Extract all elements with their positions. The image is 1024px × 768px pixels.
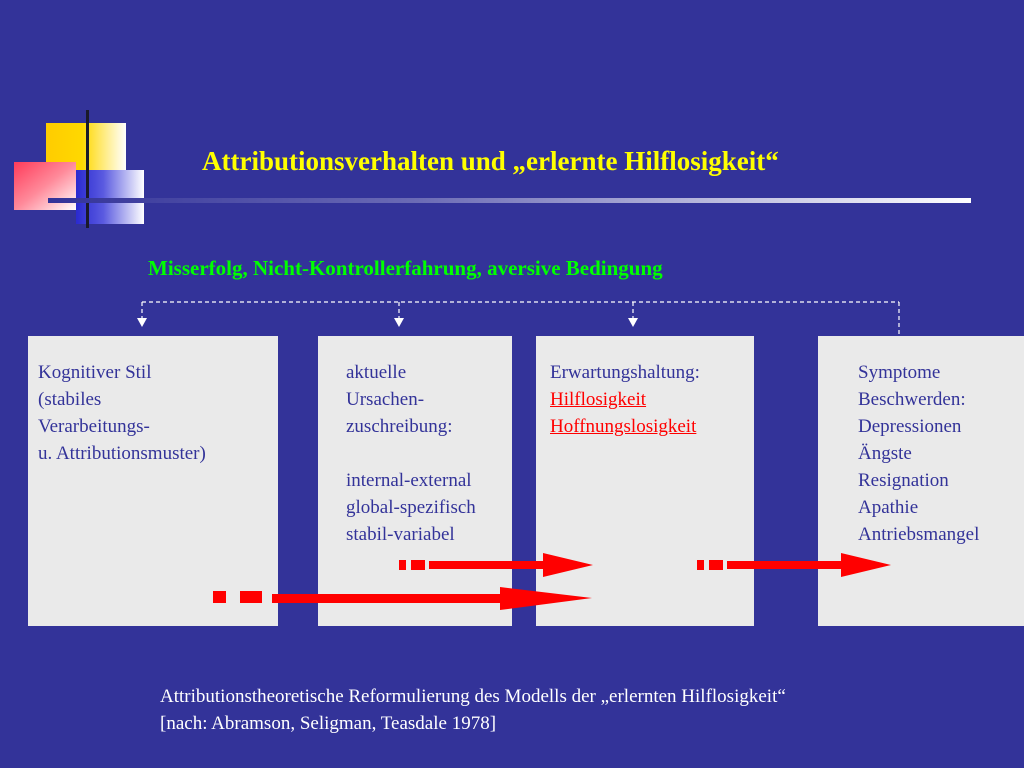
arrow3-shaft — [727, 561, 843, 569]
box4-line: Symptome — [858, 362, 941, 383]
caption-line-1: Attributionstheoretische Reformulierung des Modells der „erlernten Hilflosigkeit“ — [160, 686, 786, 707]
arrow2-dash-2 — [411, 560, 425, 570]
box2-line: zuschreibung: — [346, 416, 453, 437]
box2-line: stabil-variabel — [346, 524, 455, 545]
helplessness-link[interactable]: Hilflosigkeit — [550, 389, 647, 410]
arrow3-dash-2 — [709, 560, 723, 570]
condition-heading: Misserfolg, Nicht-Kontrollerfahrung, aversive Bedingung — [148, 256, 663, 280]
box1-line: (stabiles — [38, 389, 102, 410]
box4-line: Apathie — [858, 497, 919, 518]
arrow3-head — [841, 553, 891, 577]
arrow1-shaft — [272, 594, 502, 603]
box1-line: Kognitiver Stil — [38, 362, 152, 383]
box1-line: Verarbeitungs- — [38, 416, 150, 437]
box2-line: global-spezifisch — [346, 497, 476, 518]
arrow-box2-to-box3 — [399, 553, 593, 577]
arrow2-shaft — [429, 561, 545, 569]
box4-line: Beschwerden: — [858, 389, 966, 410]
box4-line: Depressionen — [858, 416, 962, 437]
arrow2-head — [543, 553, 593, 577]
hopelessness-link[interactable]: Hoffnungslosigkeit — [550, 416, 697, 437]
box4-line: Ängste — [858, 443, 912, 464]
arrow1-head — [500, 587, 592, 610]
box4-line: Antriebsmangel — [858, 524, 980, 545]
arrow-box1-to-box3 — [213, 587, 592, 610]
arrow1-dash-2 — [240, 591, 262, 603]
arrow-box3-to-box4 — [697, 553, 891, 577]
box3-line: Erwartungshaltung: — [550, 362, 700, 383]
slide-title: Attributionsverhalten und „erlernte Hilflosigkeit“ — [202, 146, 779, 176]
arrow3-dash-1 — [697, 560, 704, 570]
caption-line-2: [nach: Abramson, Seligman, Teasdale 1978] — [160, 713, 497, 734]
box2-line: Ursachen- — [346, 389, 425, 410]
arrow2-dash-1 — [399, 560, 406, 570]
arrow1-dash-1 — [213, 591, 226, 603]
box4-line: Resignation — [858, 470, 949, 491]
box1-line: u. Attributionsmuster) — [38, 443, 206, 464]
source-caption — [160, 683, 786, 737]
box2-line: aktuelle — [346, 362, 407, 383]
box2-line: internal-external — [346, 470, 472, 491]
